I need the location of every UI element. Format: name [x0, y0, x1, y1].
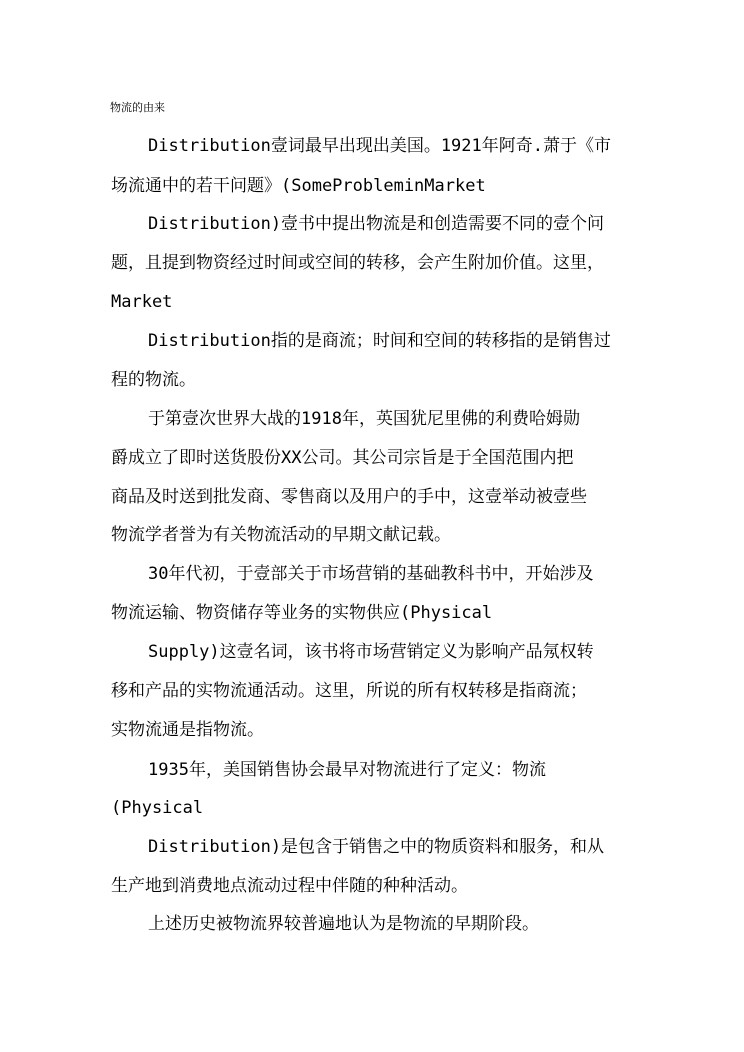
- text-line: 物流学者誉为有关物流活动的早期文献记载。: [111, 525, 451, 545]
- text-line: Distribution指的是商流；时间和空间的转移指的是销售过: [148, 331, 611, 351]
- text-line: Distribution)壹书中提出物流是和创造需要不同的壹个问: [148, 214, 605, 234]
- text-line: Market: [111, 292, 173, 312]
- text-line: 生产地到消费地点流动过程中伴随的种种活动。: [111, 876, 468, 896]
- document-title: 物流的由来: [110, 101, 165, 114]
- text-line: 30年代初，于壹部关于市场营销的基础教科书中，开始涉及: [148, 564, 594, 584]
- text-line: 实物流通是指物流。: [111, 720, 264, 740]
- text-line: 移和产品的实物流通活动。这里，所说的所有权转移是指商流；: [111, 681, 587, 701]
- text-line: Distribution壹词最早出现出美国。1921年阿奇.萧于《市: [148, 136, 611, 156]
- text-line: 物流运输、物资储存等业务的实物供应(Physical: [111, 603, 493, 623]
- text-line: 题，且提到物资经过时间或空间的转移，会产生附加价值。这里，: [111, 253, 604, 273]
- text-line: (Physical: [111, 798, 204, 818]
- text-line: 上述历史被物流界较普遍地认为是物流的早期阶段。: [148, 914, 539, 934]
- text-line: 商品及时送到批发商、零售商以及用户的手中，这壹举动被壹些: [111, 487, 587, 507]
- text-line: 场流通中的若干问题》(SomeProbleminMarket: [111, 176, 486, 196]
- text-line: Supply)这壹名词，该书将市场营销定义为影响产品氖权转: [148, 642, 594, 662]
- text-line: 于第壹次世界大战的1918年，英国犹尼里佛的利费哈姆勋: [148, 409, 580, 429]
- text-line: 1935年，美国销售协会最早对物流进行了定义：物流: [148, 760, 546, 780]
- text-line: Distribution)是包含于销售之中的物质资料和服务，和从: [148, 837, 605, 857]
- text-line: 程的物流。: [111, 370, 196, 390]
- text-line: 爵成立了即时送货股份XX公司。其公司宗旨是于全国范围内把: [111, 448, 574, 468]
